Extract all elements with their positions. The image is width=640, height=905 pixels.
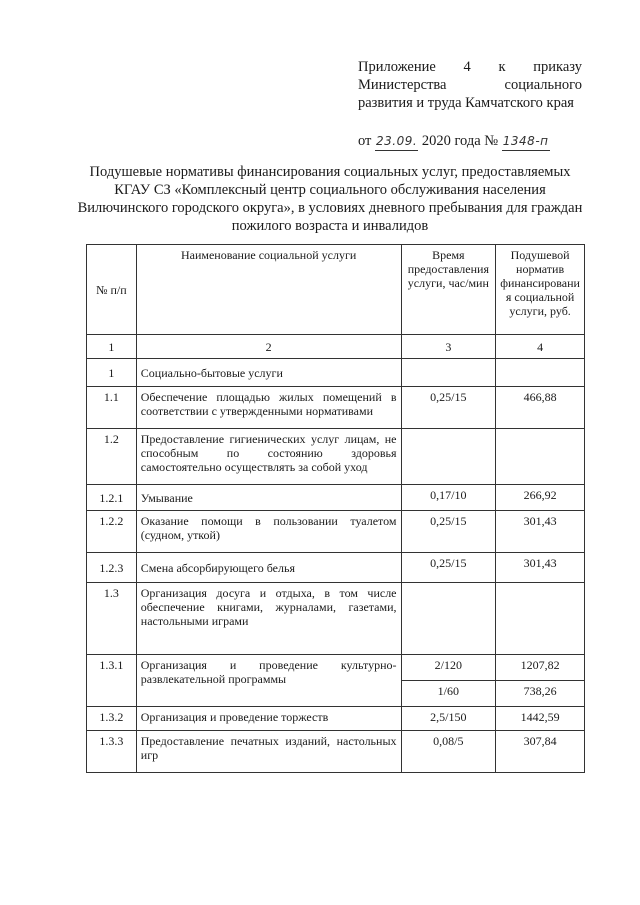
service-cost: 301,43 bbox=[496, 553, 585, 583]
norms-table bbox=[86, 244, 585, 773]
approval-word: приказу bbox=[533, 59, 582, 75]
service-cost: 301,43 bbox=[496, 511, 585, 553]
row-number: 1.2.3 bbox=[87, 553, 137, 583]
approval-word: социального bbox=[504, 77, 582, 93]
approval-line-2 bbox=[358, 76, 582, 94]
row-number: 1.2 bbox=[87, 429, 137, 485]
service-cost bbox=[496, 429, 585, 485]
service-cost: 738,26 bbox=[496, 681, 585, 707]
service-cost: 307,84 bbox=[496, 731, 585, 773]
approval-word: Министерства bbox=[358, 77, 447, 93]
table-row bbox=[87, 655, 585, 681]
column-number: 2 bbox=[136, 335, 401, 359]
table-row bbox=[87, 731, 585, 773]
document-title: Подушевые нормативы финансирования социальных услуг, предоставляемых КГАУ СЗ «Комплексный центр социального обслуживания населения Вилючинского городского округа», в условиях дневного пребывания для граждан пожилого возраста и инвалидов bbox=[77, 164, 583, 234]
header-time: Время предоставления услуги, час/мин bbox=[401, 245, 496, 335]
column-number: 1 bbox=[87, 335, 137, 359]
service-name: Обеспечение площадью жилых помещений в соответствии с утвержденными нормативами bbox=[136, 387, 401, 429]
approval-word: к bbox=[498, 59, 506, 75]
service-time: 0,08/5 bbox=[401, 731, 496, 773]
table-row bbox=[87, 485, 585, 511]
table-row bbox=[87, 387, 585, 429]
approval-word: Приложение bbox=[358, 59, 436, 75]
approval-word: 4 bbox=[463, 59, 471, 75]
service-name: Предоставление печатных изданий, настольных игр bbox=[136, 731, 401, 773]
service-name: Предоставление гигиенических услуг лицам, не способным по состоянию здоровья самостоятельно осуществлять за собой уход bbox=[136, 429, 401, 485]
handwritten-order-number: 1348-п bbox=[502, 132, 550, 151]
service-time: 0,17/10 bbox=[401, 485, 496, 511]
table-row bbox=[87, 359, 585, 387]
table-row bbox=[87, 553, 585, 583]
date-prefix: от bbox=[358, 133, 372, 149]
service-cost bbox=[496, 359, 585, 387]
service-time: 0,25/15 bbox=[401, 511, 496, 553]
service-cost: 1207,82 bbox=[496, 655, 585, 681]
order-date-line bbox=[358, 132, 582, 151]
service-name: Организация и проведение торжеств bbox=[136, 707, 401, 731]
row-number: 1.2.1 bbox=[87, 485, 137, 511]
table-header-row bbox=[87, 245, 585, 335]
row-number: 1.3 bbox=[87, 583, 137, 655]
service-name: Организация и проведение культурно-развлекательной программы bbox=[136, 655, 401, 707]
row-number: 1.3.2 bbox=[87, 707, 137, 731]
table-row bbox=[87, 583, 585, 655]
column-number-row bbox=[87, 335, 585, 359]
handwritten-date: 23.09. bbox=[375, 132, 418, 151]
service-name: Организация досуга и отдыха, в том числе обеспечение книгами, журналами, газетами, настольными играми bbox=[136, 583, 401, 655]
service-time: 2,5/150 bbox=[401, 707, 496, 731]
date-year: 2020 года № bbox=[421, 133, 499, 149]
service-name: Оказание помощи в пользовании туалетом (судном, уткой) bbox=[136, 511, 401, 553]
service-time: 0,25/15 bbox=[401, 553, 496, 583]
header-name: Наименование социальной услуги bbox=[136, 245, 401, 335]
approval-block bbox=[358, 58, 582, 151]
service-cost: 266,92 bbox=[496, 485, 585, 511]
table-row bbox=[87, 707, 585, 731]
service-time bbox=[401, 359, 496, 387]
service-time bbox=[401, 583, 496, 655]
service-time bbox=[401, 429, 496, 485]
service-name: Смена абсорбирующего белья bbox=[136, 553, 401, 583]
approval-line-1 bbox=[358, 58, 582, 76]
service-cost: 466,88 bbox=[496, 387, 585, 429]
row-number: 1.3.3 bbox=[87, 731, 137, 773]
service-time: 2/120 bbox=[401, 655, 496, 681]
service-cost: 1442,59 bbox=[496, 707, 585, 731]
service-name: Социально-бытовые услуги bbox=[136, 359, 401, 387]
column-number: 3 bbox=[401, 335, 496, 359]
column-number: 4 bbox=[496, 335, 585, 359]
row-number: 1.3.1 bbox=[87, 655, 137, 707]
row-number: 1.2.2 bbox=[87, 511, 137, 553]
header-cost: Подушевой норматив финансировани я социальной услуги, руб. bbox=[496, 245, 585, 335]
service-time: 1/60 bbox=[401, 681, 496, 707]
approval-line-3: развития и труда Камчатского края bbox=[358, 95, 574, 111]
service-time: 0,25/15 bbox=[401, 387, 496, 429]
row-number: 1.1 bbox=[87, 387, 137, 429]
service-name: Умывание bbox=[136, 485, 401, 511]
header-no: № п/п bbox=[87, 245, 137, 335]
table-row bbox=[87, 511, 585, 553]
row-number: 1 bbox=[87, 359, 137, 387]
service-cost bbox=[496, 583, 585, 655]
table-row bbox=[87, 429, 585, 485]
